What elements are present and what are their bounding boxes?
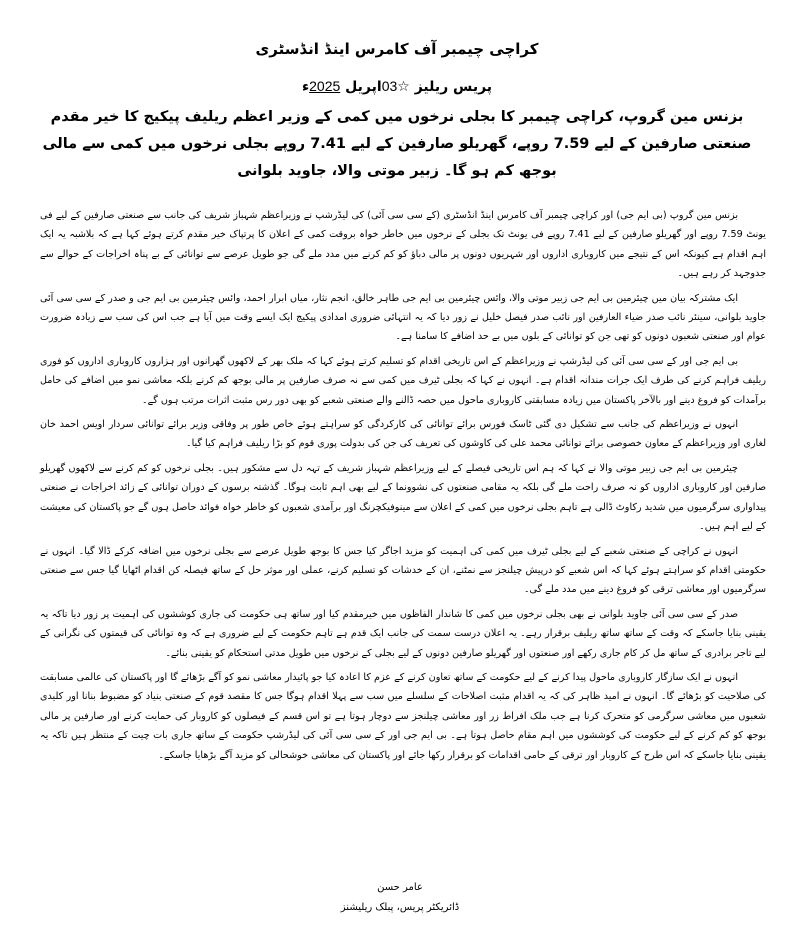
release-year-suffix: ء — [301, 79, 310, 95]
paragraph: انہوں نے وزیراعظم کی جانب سے تشکیل دی گئی ٹاسک فورس برائے توانائی کی کارکردگی کو سراہتے ہوئے خاص طور پر وفاقی وزیر برائے توانائی سردار اویس احمد خان لغاری اور وزیراعظم کے معاون خصوصی برائے توانائی محمد علی کی کاوشوں کی تعریف کی جن کی بدولت پوری قوم کو بڑا ریلیف فراہم کیا گیا۔ — [40, 419, 766, 450]
signatory-name: عامر حسن — [377, 882, 423, 893]
paragraph: انہوں نے کراچی کے صنعتی شعبے کے لیے بجلی ٹیرف میں کمی کی اہمیت کو مزید اجاگر کیا جس کا بوجھ طویل عرصے سے بجلی نرخوں میں اضافہ کرکے ڈالا گیا۔ انہوں نے حکومتی اقدام کو سراہتے ہوئے کہا کہ اس شعبے کو درپیش چیلنجز سے نمٹنے، ان کے خدشات کو تسلیم کرنے، عملی اور موثر حل کے ساتھ فیصلہ کن اقدام اٹھایا گیا جس سے صنعتی سرگرمیوں اور معاشی ترقی کو فروغ دینے میں مدد ملے گی۔ — [40, 545, 766, 596]
release-day: 03 — [381, 78, 398, 94]
headline: بزنس مین گروپ، کراچی چیمبر کا بجلی نرخوں میں کمی کے وزیر اعظم ریلیف پیکیج کا خیر مقدم صنعتی صارفین کے لیے 7.59 روپے، گھریلو صارفین کے لیے 7.41 روپے بجلی نرخوں میں کمی سے مالی بوجھ کم ہو گا۔ زبیر موتی والا، جاوید بلوانی — [42, 109, 752, 179]
organization-title: کراچی چیمبر آف کامرس اینڈ انڈسٹری — [255, 40, 539, 58]
signatory-title: ڈائریکٹر پریس، پبلک ریلیشنز — [340, 902, 460, 913]
paragraph: انہوں نے ایک سازگار کاروباری ماحول پیدا کرنے کے لیے حکومت کے ساتھ تعاون کرنے کے عزم کا اعادہ کیا جو پائیدار معاشی نمو کو آگے بڑھائے گا اور پاکستان کی عالمی مسابقت کی صلاحیت کو بڑھائے گا۔ انہوں نے امید ظاہر کی کہ یہ اقدام مثبت اصلاحات کے سلسلے میں سب سے پہلا اقدام ہوگا جس کا مقصد قوم کے صنعتی بنیاد کو مضبوط بنانا اور کلیدی شعبوں میں معاشی سرگرمی کو متحرک کرنا ہے جب ملک افراط زر اور معاشی چیلنجز سے دوچار ہوتا ہے تو اس قسم کے فیصلوں کو کاروبار کی حمایت کرنے اور صارفین پر مالی بوجھ کو کم کرنے کے لیے حکومت کی کوششوں میں اہم مقام حاصل ہوتا ہے۔ بی ایم جی اور کے سی سی آئی کی لیڈرشپ حکومت کے ساتھ جاری بات چیت کے منتظر ہیں تاکہ یہ یقینی بنایا جاسکے کہ اس طرح کے کاروبار اور ترقی کے حامی اقدامات کو برقرار رکھا جائے اور پاکستان کی معاشی خوشحالی کو مزید آگے بڑھایا جاسکے۔ — [40, 671, 766, 761]
paragraph: صدر کے سی سی آئی جاوید بلوانی نے بھی بجلی نرخوں میں کمی کا شاندار الفاظوں میں خیرمقدم کیا اور ساتھ ہی حکومت کی جاری کوششوں کی اہمیت پر زور دیا تاکہ یہ یقینی بنایا جاسکے کہ وقت کے ساتھ ساتھ ریلیف برقرار رہے۔ یہ اعلان درست سمت کی جانب ایک قدم ہے تاہم حکومت کے لیے ضروری ہے کہ وہ توانائی کی قیمتوں کی نگرانی کے لیے تاجر برادری کے ساتھ مل کر کام جاری رکھے اور صنعتوں اور گھریلو صارفین دونوں کے لیے بجلی کے نرخوں میں طویل مدتی استحکام کو یقینی بنائے۔ — [40, 608, 766, 659]
paragraph: بزنس مین گروپ (بی ایم جی) اور کراچی چیمبر آف کامرس اینڈ انڈسٹری (کے سی سی آئی) کی لیڈرشپ نے وزیراعظم شہباز شریف کی جانب سے صنعتی صارفین کے لیے فی یونٹ 7.59 روپے اور گھریلو صارفین کے لیے 7.41 روپے فی یونٹ تک بجلی کے نرخوں میں خاطر خواہ بروقت کمی کے اعلان کا پرتپاک خیر مقدم کرتے ہوئے کہا ہے کہ بلاشبہ یہ ایک اہم اقدام ہے کیونکہ اس کے نتیجے میں کاروباری اداروں اور شہریوں دونوں پر مالی دباؤ کو کم کرنے میں مدد ملے گی جو طویل عرصے سے توانائی کے بے پناہ اخراجات کے حوالے سے جدوجہد کر رہے ہیں۔ — [40, 210, 766, 280]
signature-block — [300, 878, 500, 918]
star-icon: ☆ — [397, 79, 410, 95]
paragraph: چیئرمین بی ایم جی زبیر موتی والا نے کہا کہ ہم اس تاریخی فیصلے کے لیے وزیراعظم شہباز شریف کے تہہ دل سے مشکور ہیں۔ بجلی نرخوں کو کم کرنے سے لاکھوں گھریلو صارفین اور کاروباری اداروں کو نہ صرف راحت ملے گی بلکہ یہ مقامی صنعتوں کی نشوونما کے لیے بھی اہم ثابت ہوگا۔ گذشتہ برسوں کے دوران توانائی کے زائد اخراجات نے صنعتی پیداواری سرگرمیوں میں شدید رکاوٹ ڈالی ہے تاہم بجلی نرخوں میں کمی کے اعلان سے مینوفیکچرنگ اور برآمدی شعبوں کو خاطر خواہ فوائد حاصل ہوں گے جو پاکستان کی معیشت کے لیے اہم ہیں۔ — [40, 462, 766, 533]
release-month: اپریل — [345, 79, 382, 95]
body-text — [40, 206, 766, 770]
paragraph: ایک مشترکہ بیان میں چیئرمین بی ایم جی زبیر موتی والا، وائس چیئرمین بی ایم جی طاہر خالق، انجم نثار، میاں ابرار احمد، وائس چیئرمین بی ایم جی و صدر کے سی سی آئی جاوید بلوانی، سینئر نائب صدر ضیاء العارفین اور نائب صدر فیصل خلیل نے زور دیا کہ یہ انتہائی ضروری امدادی پیکیج ایک ایسے وقت میں آیا ہے جب اس کی سب سے زیادہ ضرورت عوام اور صنعتی شعبوں دونوں کو تھی جن کو توانائی کے بلوں میں بے حد اضافے کا سامنا ہے۔ — [40, 292, 766, 343]
release-label: پریس ریلیز — [414, 79, 493, 95]
release-year: 2025 — [309, 78, 341, 94]
paragraph: بی ایم جی اور کے سی سی آئی کی لیڈرشپ نے وزیراعظم کے اس تاریخی اقدام کو تسلیم کرتے ہوئے کہا کہ ملک بھر کے لاکھوں گھرانوں اور ہزاروں کاروباری اداروں کو فوری ریلیف فراہم کرنے کی طرف ایک جرات مندانہ اقدام ہے۔ انہوں نے کہا کہ بجلی ٹیرف میں کمی سے نہ صرف صارفین پر مالی بوجھ کم کرنے بلکہ معاشی نمو میں اضافے کی حامل برآمدات کو فروغ دینے اور بالآخر پاکستان میں زیادہ مسابقتی کاروباری ماحول میں حصہ ڈالنے والے صنعتی شعبے کو بھی دور رس مثبت اثرات مرتب ہوں گے۔ — [40, 355, 766, 406]
press-release-dateline — [40, 78, 754, 95]
